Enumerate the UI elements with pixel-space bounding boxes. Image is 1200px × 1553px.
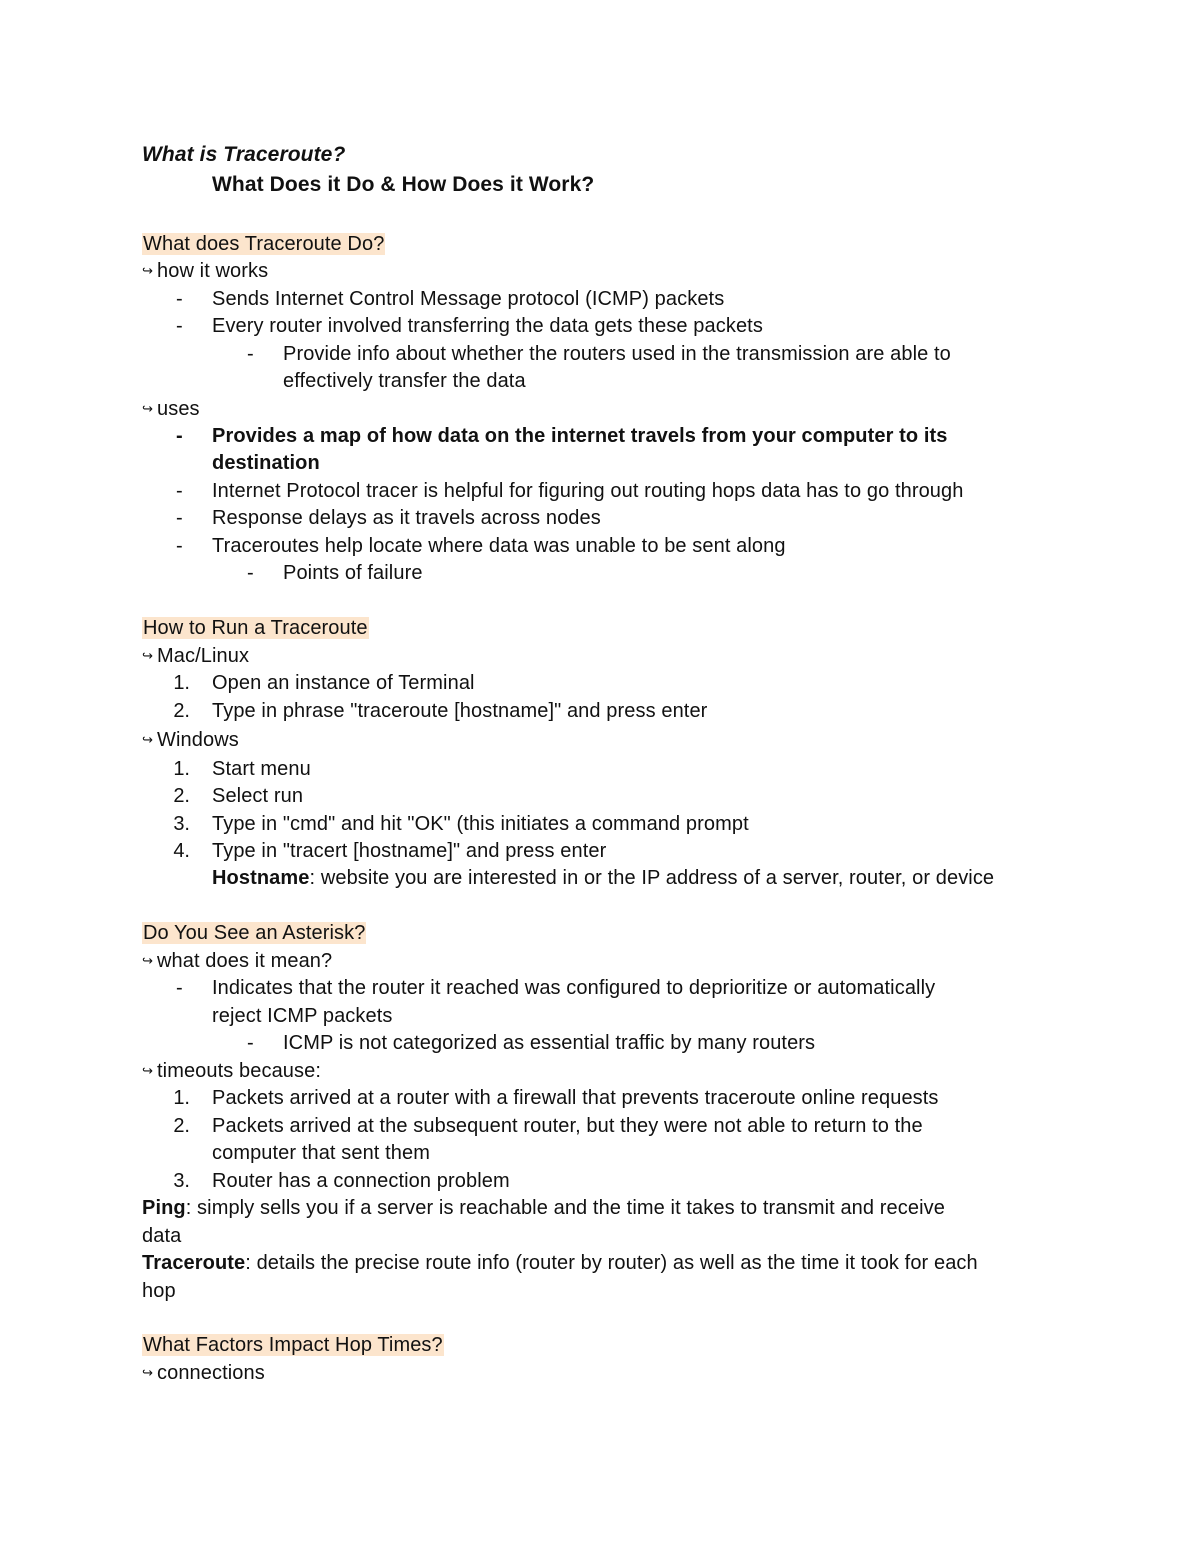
curved-arrow-icon: ↪ xyxy=(142,402,153,417)
number-marker: 1. xyxy=(173,1087,190,1109)
label-text: timeouts because: xyxy=(157,1060,322,1082)
dash-marker: - xyxy=(176,288,183,310)
section-heading-what-does-traceroute-do xyxy=(142,231,385,258)
document-title: What is Traceroute? xyxy=(142,143,346,166)
term-ping: Ping xyxy=(142,1197,186,1219)
section-heading-asterisk xyxy=(142,920,366,947)
dash-marker: - xyxy=(176,425,183,447)
list-item: Type in phrase "traceroute [hostname]" and press enter xyxy=(212,700,708,722)
label-text: Mac/Linux xyxy=(157,645,250,667)
list-item: Type in "cmd" and hit "OK" (this initiates a command prompt xyxy=(212,813,749,835)
list-item: Response delays as it travels across nodes xyxy=(212,507,601,529)
list-item: Type in "tracert [hostname]" and press enter xyxy=(212,840,607,862)
list-item: Internet Protocol tracer is helpful for figuring out routing hops data has to go through xyxy=(212,480,964,502)
bullet-label-timeouts xyxy=(142,1058,321,1085)
dash-marker: - xyxy=(176,535,183,557)
heading-highlight: How to Run a Traceroute xyxy=(143,617,368,639)
dash-marker: - xyxy=(176,315,183,337)
list-item: Router has a connection problem xyxy=(212,1170,510,1192)
list-item: Packets arrived at the subsequent router, but they were not able to return to the xyxy=(212,1115,923,1137)
curved-arrow-icon: ↪ xyxy=(142,1366,153,1381)
bullet-label-connections xyxy=(142,1360,265,1387)
bullet-label-windows xyxy=(142,727,239,754)
dash-marker: - xyxy=(176,977,183,999)
list-item: Indicates that the router it reached was configured to deprioritize or automatically xyxy=(212,977,936,999)
dash-marker: - xyxy=(247,1032,254,1054)
number-marker: 4. xyxy=(173,840,190,862)
term-hostname: Hostname xyxy=(212,867,310,889)
list-item: Every router involved transferring the data gets these packets xyxy=(212,315,763,337)
list-item: Points of failure xyxy=(283,562,423,584)
curved-arrow-icon: ↪ xyxy=(142,733,153,748)
heading-highlight: Do You See an Asterisk? xyxy=(143,922,366,944)
section-heading-how-to-run xyxy=(142,615,369,642)
ping-definition xyxy=(142,1195,945,1222)
curved-arrow-icon: ↪ xyxy=(142,954,153,969)
heading-highlight: What does Traceroute Do? xyxy=(143,233,385,255)
definition-text: : website you are interested in or the IP address of a server, router, or device xyxy=(309,867,995,889)
number-marker: 2. xyxy=(173,700,190,722)
traceroute-definition-continuation: hop xyxy=(142,1280,176,1302)
definition-text: : simply sells you if a server is reachable and the time it takes to transmit and receive xyxy=(185,1197,945,1219)
label-text: how it works xyxy=(157,260,269,282)
curved-arrow-icon: ↪ xyxy=(142,264,153,279)
curved-arrow-icon: ↪ xyxy=(142,649,153,664)
number-marker: 2. xyxy=(173,785,190,807)
document-subtitle: What Does it Do & How Does it Work? xyxy=(212,173,595,196)
number-marker: 3. xyxy=(173,1170,190,1192)
number-marker: 2. xyxy=(173,1115,190,1137)
number-marker: 3. xyxy=(173,813,190,835)
label-text: uses xyxy=(157,398,200,420)
dash-marker: - xyxy=(176,507,183,529)
list-item-continuation: reject ICMP packets xyxy=(212,1005,393,1027)
bullet-label-uses xyxy=(142,396,200,423)
definition-text: : details the precise route info (router by router) as well as the time it took for each xyxy=(245,1252,978,1274)
list-item-continuation: effectively transfer the data xyxy=(283,370,526,392)
bullet-label-mac-linux xyxy=(142,643,249,670)
number-marker: 1. xyxy=(173,758,190,780)
heading-highlight: What Factors Impact Hop Times? xyxy=(143,1334,443,1356)
hostname-definition xyxy=(212,865,994,892)
term-traceroute: Traceroute xyxy=(142,1252,246,1274)
dash-marker: - xyxy=(176,480,183,502)
list-item: Packets arrived at a router with a firewall that prevents traceroute online requests xyxy=(212,1087,939,1109)
number-marker: 1. xyxy=(173,672,190,694)
list-item-continuation: destination xyxy=(212,452,320,474)
list-item: Sends Internet Control Message protocol (ICMP) packets xyxy=(212,288,725,310)
list-item: ICMP is not categorized as essential traffic by many routers xyxy=(283,1032,816,1054)
list-item: Select run xyxy=(212,785,304,807)
dash-marker: - xyxy=(247,343,254,365)
list-item: Start menu xyxy=(212,758,311,780)
list-item-bold: Provides a map of how data on the internet travels from your computer to its xyxy=(212,425,948,447)
list-item: Open an instance of Terminal xyxy=(212,672,475,694)
ping-definition-continuation: data xyxy=(142,1225,182,1247)
label-text: Windows xyxy=(157,729,239,751)
list-item-continuation: computer that sent them xyxy=(212,1142,430,1164)
list-item: Traceroutes help locate where data was unable to be sent along xyxy=(212,535,786,557)
label-text: what does it mean? xyxy=(157,950,333,972)
bullet-label-how-it-works xyxy=(142,258,268,285)
bullet-label-what-does-it-mean xyxy=(142,948,332,975)
list-item: Provide info about whether the routers used in the transmission are able to xyxy=(283,343,951,365)
section-heading-hop-times xyxy=(142,1332,444,1359)
curved-arrow-icon: ↪ xyxy=(142,1064,153,1079)
label-text: connections xyxy=(157,1362,265,1384)
dash-marker: - xyxy=(247,562,254,584)
traceroute-definition xyxy=(142,1250,978,1277)
